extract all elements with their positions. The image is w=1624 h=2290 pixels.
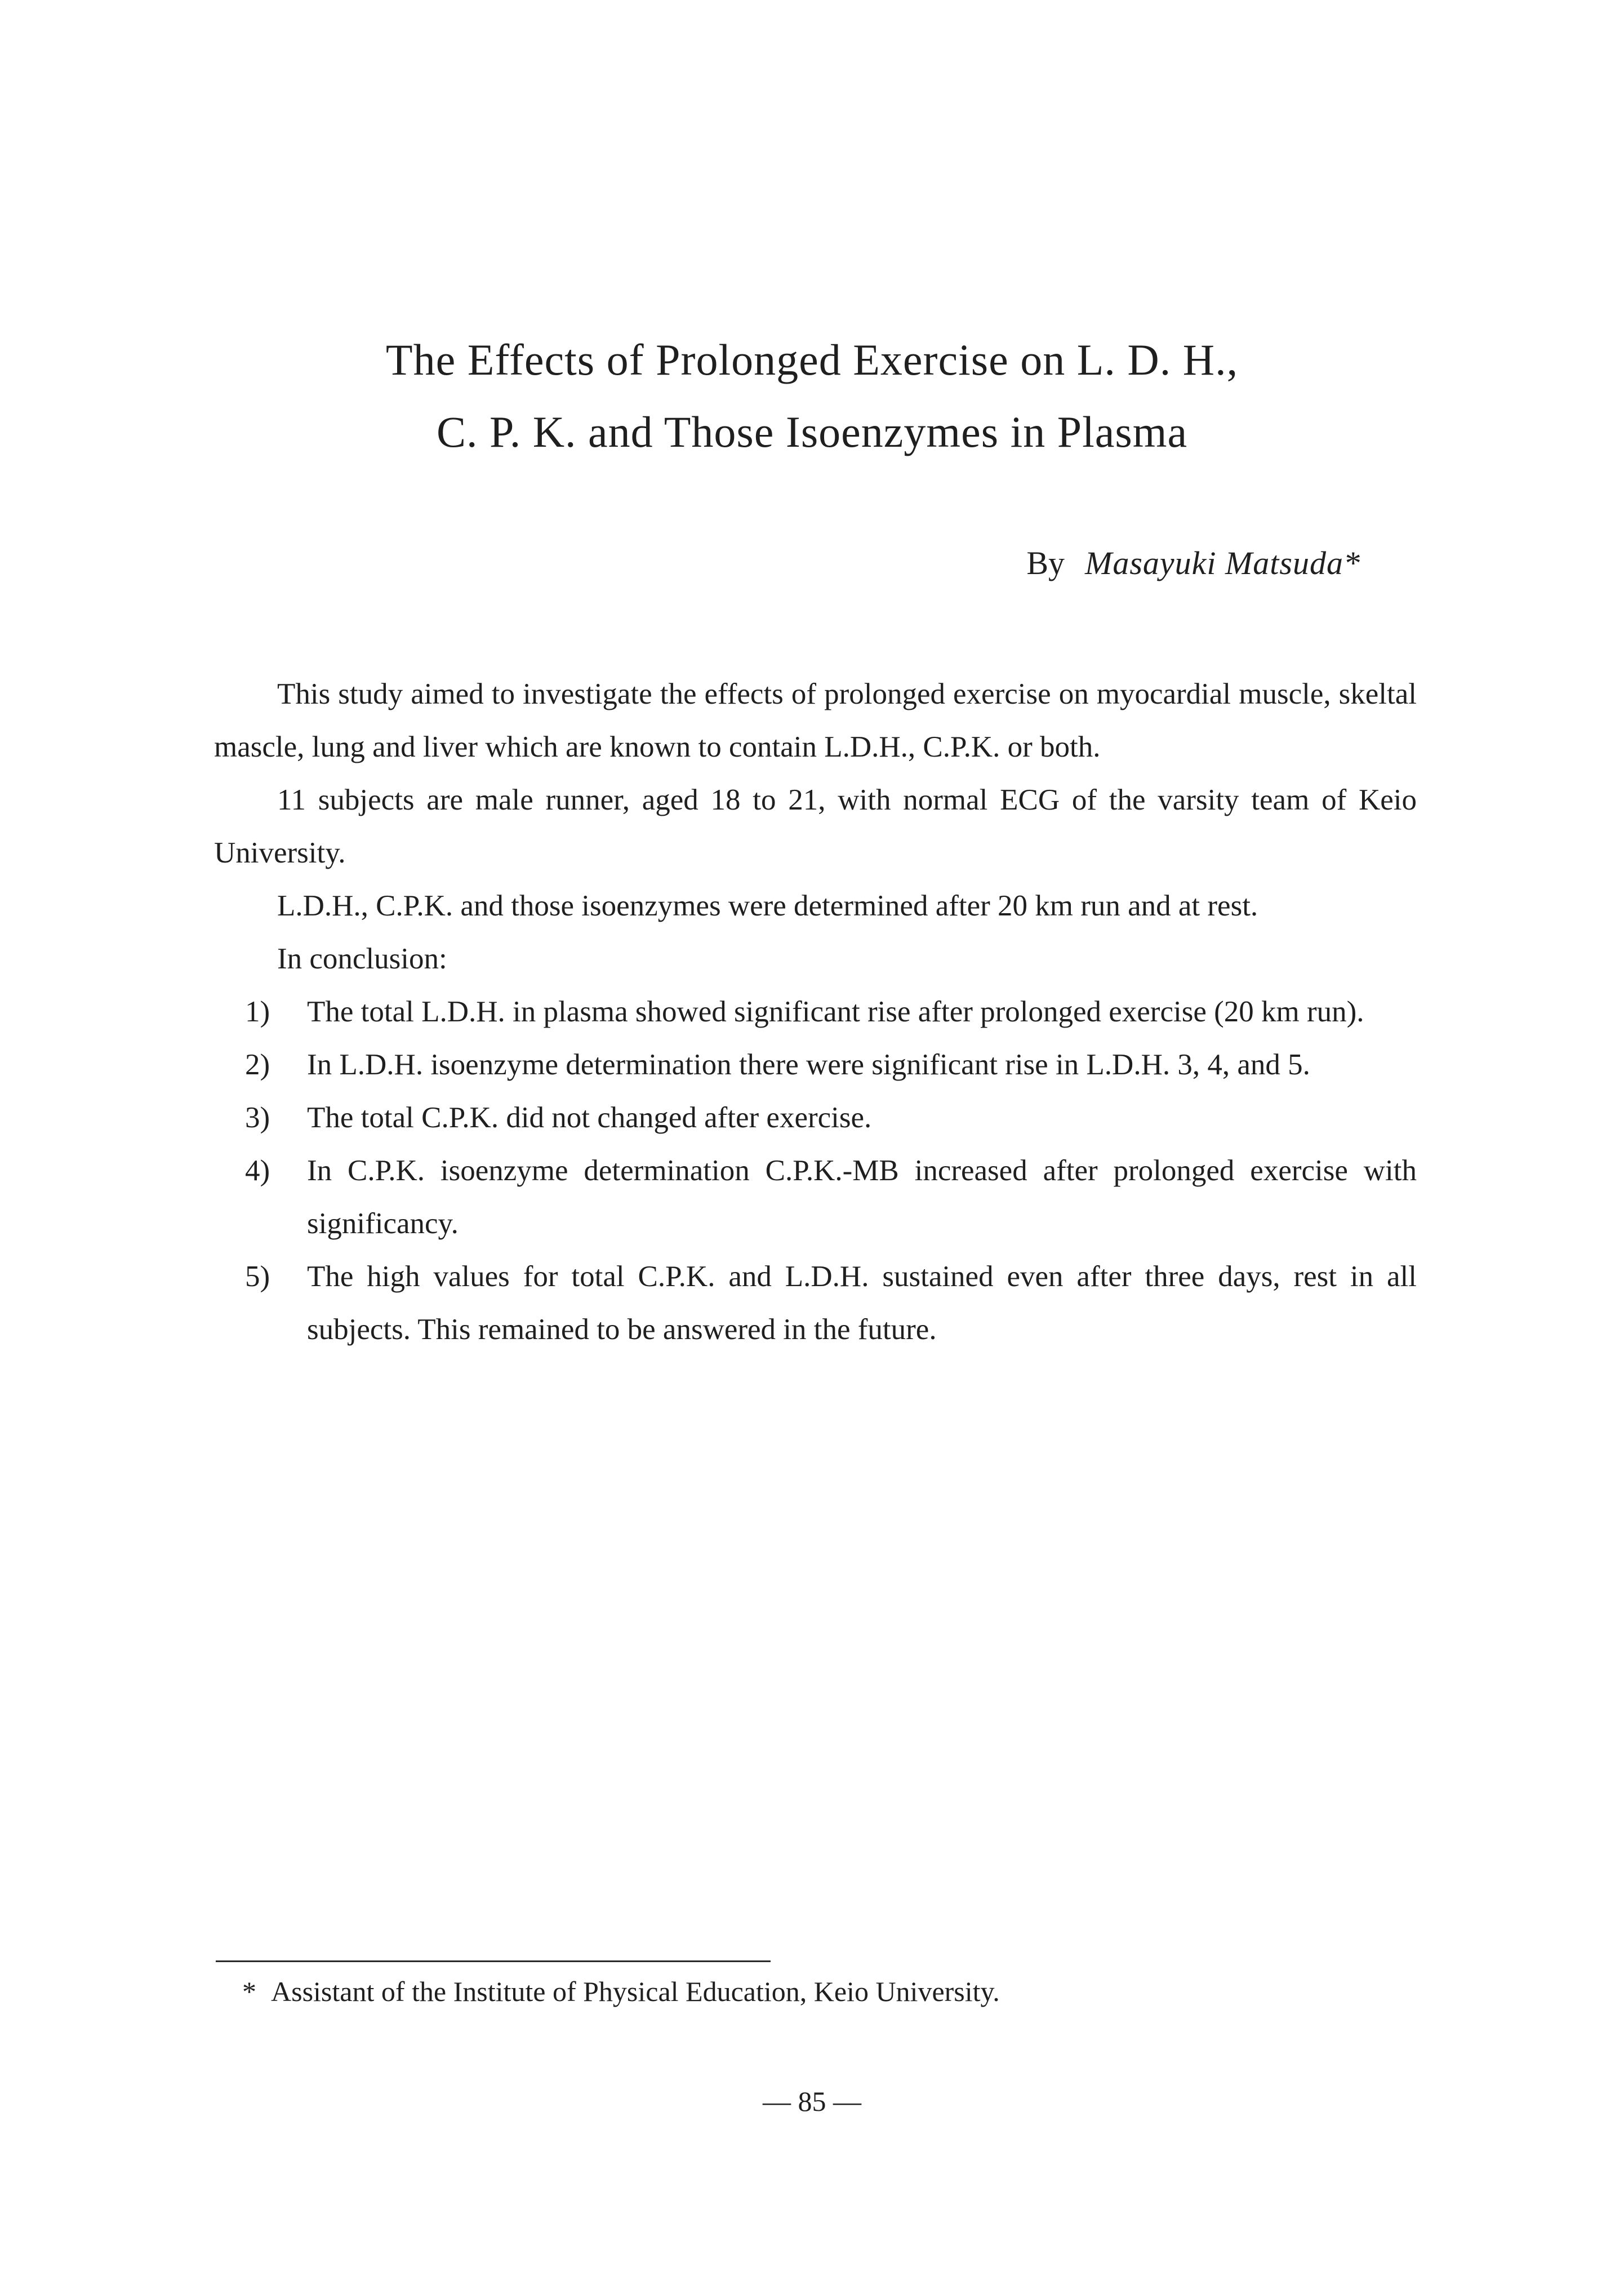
finding-item (214, 1038, 1417, 1091)
abstract-paragraph-2: 11 subjects are male runner, aged 18 to 21, with normal ECG of the varsity team of Keio University. (214, 784, 1417, 869)
finding-text: In C.P.K. isoenzyme determination C.P.K.-MB increased after prolonged exercise with significancy. (307, 1154, 1417, 1240)
title-line-2: C. P. K. and Those Isoenzymes in Plasma (436, 407, 1188, 456)
title-line-1: The Effects of Prolonged Exercise on L. D. H., (385, 335, 1239, 384)
finding-number: 5) (245, 1260, 270, 1293)
page-number: — 85 — (763, 2086, 861, 2117)
paper-title (0, 324, 1624, 468)
finding-number: 2) (245, 1048, 270, 1081)
finding-number: 1) (245, 995, 270, 1028)
finding-item (214, 1091, 1417, 1144)
finding-text: In L.D.H. isoenzyme determination there were significant rise in L.D.H. 3, 4, and 5. (307, 1048, 1310, 1081)
byline (1026, 541, 1360, 586)
conclusion-heading: In conclusion: (277, 942, 447, 975)
finding-text: The total L.D.H. in plasma showed significant rise after prolonged exercise (20 km run). (307, 995, 1364, 1028)
finding-item (214, 1144, 1417, 1250)
finding-item (214, 1250, 1417, 1356)
findings-list (214, 985, 1417, 1356)
finding-text: The total C.P.K. did not changed after exercise. (307, 1101, 872, 1134)
finding-number: 4) (245, 1154, 270, 1187)
byline-by: By (1026, 545, 1065, 581)
finding-text: The high values for total C.P.K. and L.D.H. sustained even after three days, rest in all subjects. This remained to be answered in the future. (307, 1260, 1417, 1346)
abstract-paragraph-3: L.D.H., C.P.K. and those isoenzymes were determined after 20 km run and at rest. (277, 890, 1258, 922)
finding-item (214, 985, 1417, 1038)
finding-number: 3) (245, 1101, 270, 1134)
footnote-text: Assistant of the Institute of Physical Education, Keio University. (271, 1976, 1000, 2007)
footnote (242, 1972, 1000, 2011)
author-name: Masayuki Matsuda* (1085, 545, 1360, 581)
footnote-divider (216, 1960, 771, 1962)
footnote-mark: * (242, 1976, 256, 2007)
abstract-paragraph-1: This study aimed to investigate the effects of prolonged exercise on myocardial muscle, skeltal mascle, lung and liver which are known to contain L.D.H., C.P.K. or both. (214, 678, 1417, 763)
abstract-body (214, 668, 1417, 1356)
